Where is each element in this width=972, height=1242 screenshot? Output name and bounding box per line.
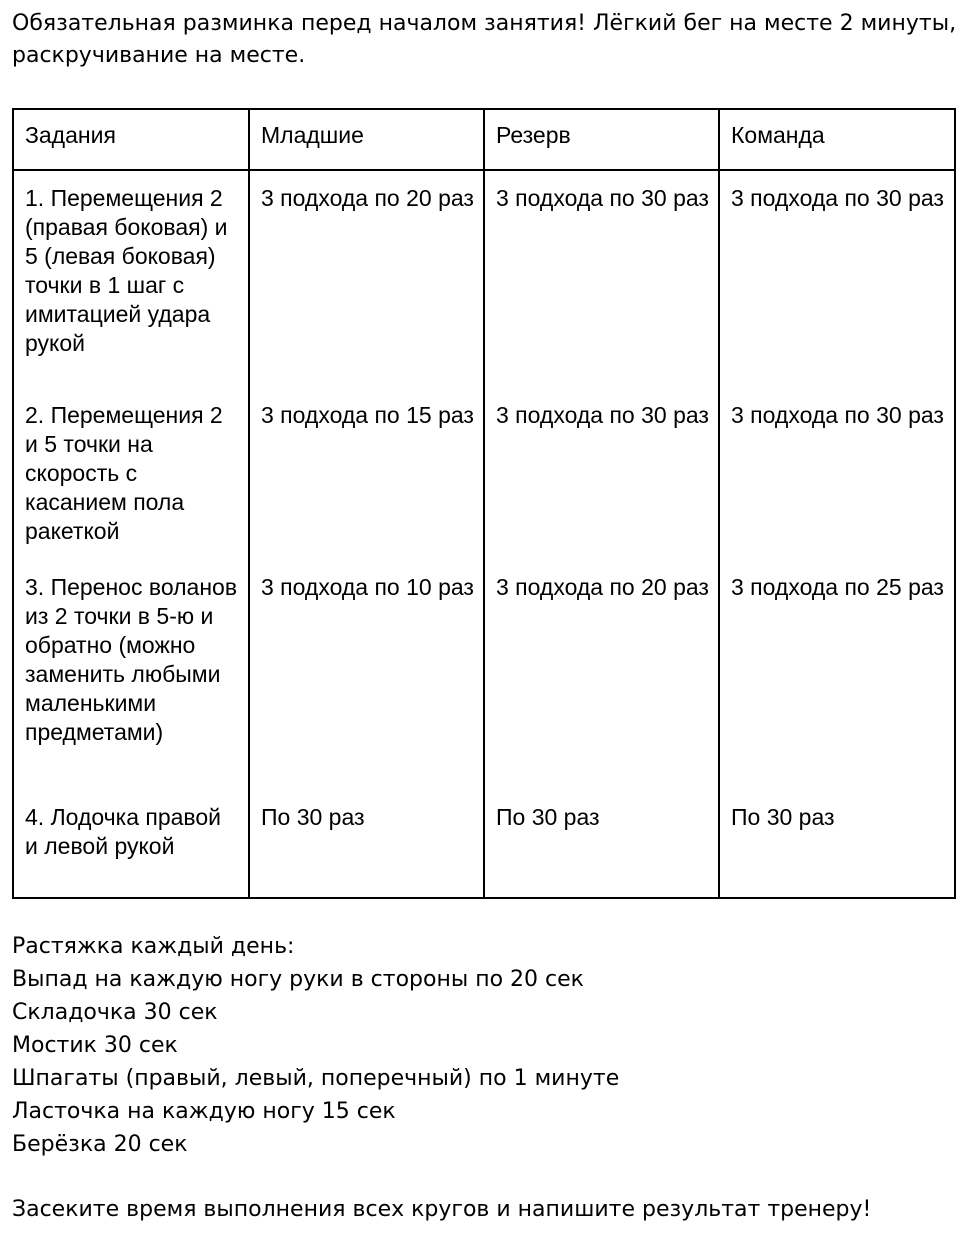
table-header-row	[13, 109, 955, 170]
header-juniors: Младшие	[249, 109, 484, 170]
header-reserve: Резерв	[484, 109, 719, 170]
juniors-cell: 3 подхода по 15 раз	[249, 401, 484, 573]
footer-note: Засеките время выполнения всех кругов и напишите результат тренеру!	[12, 1197, 872, 1222]
reserve-cell: По 30 раз	[484, 803, 719, 898]
team-cell: 3 подхода по 30 раз	[719, 170, 955, 401]
intro-text: Обязательная разминка перед началом занятия! Лёгкий бег на месте 2 минуты, раскручивание на месте.	[12, 11, 957, 68]
table-row	[13, 573, 955, 803]
task-cell: 4. Лодочка правой и левой рукой	[13, 803, 249, 898]
task-cell: 3. Перенос воланов из 2 точки в 5-ю и обратно (можно заменить любыми маленькими предметами)	[13, 573, 249, 803]
stretching-item: Мостик 30 сек	[12, 1033, 178, 1058]
table-row	[13, 803, 955, 898]
stretching-title: Растяжка каждый день:	[12, 934, 295, 959]
team-cell: 3 подхода по 30 раз	[719, 401, 955, 573]
table-row	[13, 170, 955, 401]
task-cell: 2. Перемещения 2 и 5 точки на скорость с касанием пола ракеткой	[13, 401, 249, 573]
table-row	[13, 401, 955, 573]
juniors-cell: 3 подхода по 10 раз	[249, 573, 484, 803]
reserve-cell: 3 подхода по 30 раз	[484, 170, 719, 401]
juniors-cell: 3 подхода по 20 раз	[249, 170, 484, 401]
stretching-item: Ласточка на каждую ногу 15 сек	[12, 1099, 396, 1124]
stretching-item: Берёзка 20 сек	[12, 1132, 188, 1157]
team-cell: 3 подхода по 25 раз	[719, 573, 955, 803]
reserve-cell: 3 подхода по 30 раз	[484, 401, 719, 573]
stretching-item: Выпад на каждую ногу руки в стороны по 20 сек	[12, 967, 584, 992]
team-cell: По 30 раз	[719, 803, 955, 898]
stretching-item: Шпагаты (правый, левый, поперечный) по 1 минуте	[12, 1066, 620, 1091]
stretching-section	[12, 930, 962, 1161]
juniors-cell: По 30 раз	[249, 803, 484, 898]
task-cell: 1. Перемещения 2 (правая боковая) и 5 (левая боковая) точки в 1 шаг с имитацией удара рукой	[13, 170, 249, 401]
exercise-table	[12, 108, 956, 899]
header-team: Команда	[719, 109, 955, 170]
stretching-item: Складочка 30 сек	[12, 1000, 218, 1025]
reserve-cell: 3 подхода по 20 раз	[484, 573, 719, 803]
header-tasks: Задания	[13, 109, 249, 170]
